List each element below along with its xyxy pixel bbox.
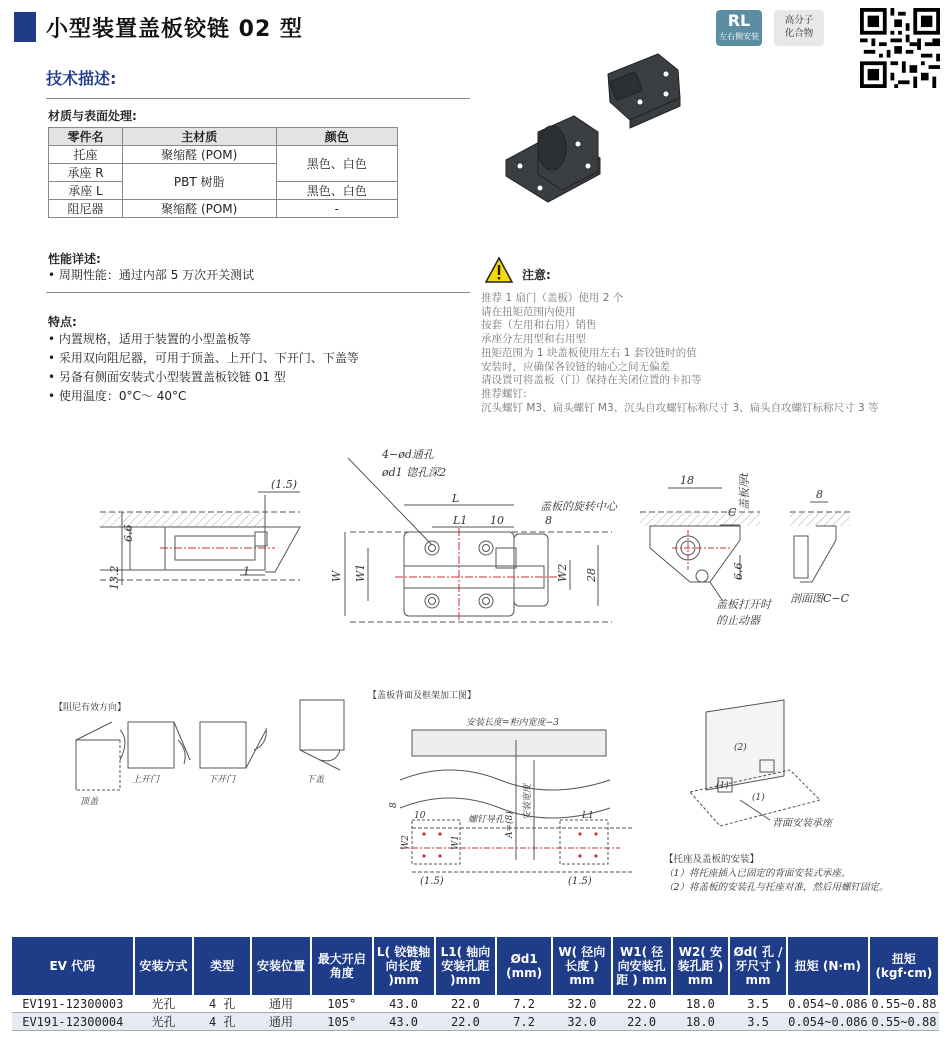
- isometric-view: [690, 700, 820, 826]
- notice-item: 请设置可将盖板（门）保持在关闭位置的卡扣等: [481, 374, 702, 387]
- dim-label: L: [452, 492, 460, 505]
- stopper-label: 盖板打开时: [716, 598, 771, 611]
- performance-label: 性能详述:: [48, 252, 101, 266]
- dim-label: (1.5): [568, 876, 592, 887]
- part-cell: 承座 R: [49, 164, 123, 182]
- table-cell: 105°: [311, 995, 373, 1013]
- direction-label: 上开门: [132, 775, 160, 785]
- table-cell: 0.054~0.086: [788, 996, 868, 1011]
- list-item: • 内置规格，适用于装置的小型盖板等: [48, 330, 359, 349]
- spec-header: L1( 轴向安装孔距 )mm: [435, 937, 497, 995]
- back-panel-drawing: [400, 730, 632, 872]
- thickness-label: 盖板厚t: [738, 472, 751, 510]
- dim-label: 6.6: [122, 524, 135, 542]
- materials-table: [48, 127, 398, 218]
- list-item: • 另备有侧面安装式小型装置盖板铰链 01 型: [48, 368, 359, 387]
- rl-badge-sub: 左右侧安装: [719, 32, 759, 41]
- table-row: [12, 1013, 939, 1031]
- notice-item: 承座分左用型和右用型: [481, 333, 586, 346]
- stopper-label: 的止动器: [716, 614, 760, 627]
- dim-label: 10: [490, 514, 504, 527]
- spec-header: W1( 径向安装孔距 ) mm: [612, 937, 672, 995]
- dim-label: 8: [545, 514, 552, 527]
- table-cell: 105°: [311, 1013, 373, 1031]
- title-accent-bar: [14, 12, 36, 42]
- screw-guide-label: 螺钉导孔: [468, 815, 505, 825]
- dim-label: L1: [582, 811, 594, 821]
- table-cell: 通用: [251, 995, 311, 1013]
- dim-label: 1: [243, 565, 250, 578]
- back-mount-label: 背面安装承座: [772, 818, 832, 829]
- table-cell: 7.2: [496, 1013, 552, 1031]
- iso-label: (1): [716, 781, 729, 791]
- table-cell: 43.0: [373, 995, 435, 1013]
- materials-header: 主材质: [122, 128, 276, 146]
- spec-header: 扭矩 (kgf·cm): [869, 937, 939, 995]
- color-cell: 黑色、白色: [276, 182, 397, 200]
- hole-note: ød1 锪孔深2: [382, 466, 447, 479]
- dim-label: W1: [451, 835, 461, 850]
- rl-badge: [716, 10, 762, 46]
- direction-label: 下开门: [208, 775, 236, 785]
- material-cell: 聚缩醛 (POM): [122, 146, 276, 164]
- a-label: A=(8): [505, 811, 515, 838]
- notice-item: 按套（左用和右用）销售: [481, 319, 597, 332]
- tech-section-title: 技术描述:: [46, 69, 117, 88]
- notice-item: 请在扭矩范围内使用: [481, 305, 576, 318]
- table-cell: 18.0: [672, 1013, 730, 1031]
- notice-item: 安装时，应确保各铰链的轴心之间无偏差: [481, 360, 670, 373]
- list-item: • 使用温度：0°C～ 40°C: [48, 387, 359, 406]
- damping-title: 【阻尼有效方向】: [54, 703, 127, 713]
- spec-header: L( 铰链轴向长度 )mm: [373, 937, 435, 995]
- part-cell: 阻尼器: [49, 200, 123, 218]
- material-cell: 聚缩醛 (POM): [122, 200, 276, 218]
- notice-title: 注意:: [522, 268, 551, 282]
- color-cell: -: [276, 200, 397, 218]
- table-cell: 22.0: [435, 1013, 497, 1031]
- materials-header: 颜色: [276, 128, 397, 146]
- hinge-product-image: [490, 40, 710, 220]
- table-cell: 0.054~0.086: [788, 1014, 868, 1029]
- install-title: 【托座及盖板的安装】: [664, 854, 760, 865]
- notice-item: 沉头螺钉 M3、扁头螺钉 M3、沉头自攻螺钉标称尺寸 3、扁头自攻螺钉标称尺寸 3 等: [481, 401, 879, 414]
- spec-header: Ød( 孔 / 牙尺寸 ) mm: [729, 937, 787, 995]
- spec-header: W( 径向长度 ) mm: [552, 937, 612, 995]
- dim-label: 8: [389, 802, 399, 808]
- warning-icon: [484, 256, 514, 284]
- dim-label: 8: [816, 488, 823, 501]
- technical-drawing: [0, 440, 952, 910]
- part-cell: 承座 L: [49, 182, 123, 200]
- color-cell: 黑色、白色: [276, 146, 397, 182]
- table-cell: 43.0: [373, 1013, 435, 1031]
- table-cell: 22.0: [435, 995, 497, 1013]
- back-title: 【盖板背面及框架加工图】: [368, 691, 477, 701]
- spec-header-row: [12, 937, 939, 995]
- spec-header: W2( 安装孔距 ) mm: [672, 937, 730, 995]
- dim-label: W2: [401, 835, 411, 850]
- materials-header: 零件名: [49, 128, 123, 146]
- table-cell: 7.2: [496, 995, 552, 1013]
- dim-label: 18: [680, 474, 694, 487]
- section-cc-label: 剖面图C−C: [790, 592, 850, 605]
- table-row: [12, 995, 939, 1013]
- direction-label: 顶盖: [80, 797, 99, 807]
- install-step: （1）将托座插入已固定的背面安装式承座。: [664, 868, 851, 879]
- table-cell: 22.0: [612, 1013, 672, 1031]
- table-cell: EV191-12300003: [12, 995, 134, 1013]
- spec-table: [12, 937, 940, 1031]
- dim-label: 10: [414, 811, 426, 821]
- material-cell: PBT 树脂: [122, 164, 276, 200]
- dim-label: 6.6: [732, 562, 745, 580]
- dim-label: (1.5): [420, 876, 444, 887]
- install-width-label: 安装宽度: [523, 783, 533, 820]
- table-cell: 22.0: [612, 995, 672, 1013]
- iso-label: (2): [734, 743, 747, 753]
- section-cc: [790, 502, 850, 582]
- install-length-label: 安装长度=柜内宽度−3: [466, 718, 559, 728]
- table-cell: 4 孔: [193, 995, 251, 1013]
- rotation-center-label: 盖板的旋转中心: [540, 500, 617, 513]
- dim-label: (1.5): [271, 478, 298, 491]
- qr-code-icon: [860, 8, 940, 88]
- table-cell: 光孔: [134, 1013, 194, 1031]
- hole-note: 4−ød通孔: [382, 448, 434, 461]
- dim-label: W: [330, 570, 343, 582]
- notice-item: 推荐螺钉:: [481, 387, 527, 400]
- spec-header: 最大开启角度: [311, 937, 373, 995]
- notice-item: 推荐 1 扇门（盖板）使用 2 个: [481, 292, 624, 304]
- dim-label: 28: [585, 568, 598, 582]
- table-cell: 3.5: [729, 995, 787, 1013]
- notice-list: [481, 292, 879, 415]
- table-cell: 32.0: [552, 995, 612, 1013]
- performance-list: [48, 266, 254, 285]
- page-title: 小型装置盖板铰链 02 型: [46, 17, 303, 42]
- features-list: [48, 330, 359, 406]
- notice-item: 扭矩范围为 1 块盖板使用左右 1 套铰链时的值: [481, 346, 697, 359]
- table-cell: 3.5: [729, 1013, 787, 1031]
- install-step: （2）将盖板的安装孔与托座对准，然后用螺钉固定。: [664, 882, 889, 893]
- table-cell: 0.55~0.88: [869, 1013, 939, 1031]
- spec-header: EV 代码: [12, 937, 134, 995]
- table-cell: 4 孔: [193, 1013, 251, 1031]
- spec-header: Ød1 (mm): [496, 937, 552, 995]
- features-label: 特点:: [48, 315, 77, 329]
- spec-header: 安装方式: [134, 937, 194, 995]
- dim-label: W2: [556, 563, 569, 582]
- spec-header: 安装位置: [251, 937, 311, 995]
- table-cell: 光孔: [134, 995, 194, 1013]
- iso-label: (1): [752, 793, 765, 803]
- spec-header: 扭矩 (N·m): [787, 937, 869, 995]
- direction-label: 下盖: [306, 775, 325, 785]
- part-cell: 托座: [49, 146, 123, 164]
- dim-label: C: [728, 506, 737, 519]
- spec-header: 类型: [193, 937, 251, 995]
- dim-label: 13.2: [108, 565, 121, 590]
- list-item: • 采用双向阻尼器，可用于顶盖、上开门、下开门、下盖等: [48, 349, 359, 368]
- table-cell: 18.0: [672, 995, 730, 1013]
- table-cell: EV191-12300004: [12, 1013, 134, 1031]
- list-item: • 周期性能：通过内部 5 万次开关测试: [48, 266, 254, 285]
- table-cell: 32.0: [552, 1013, 612, 1031]
- front-view: [345, 458, 612, 622]
- materials-label: 材质与表面处理:: [48, 109, 137, 123]
- table-cell: 0.55~0.88: [869, 995, 939, 1013]
- rl-badge-label: RL: [727, 11, 751, 30]
- divider: [46, 98, 470, 99]
- divider: [46, 292, 470, 293]
- table-cell: 通用: [251, 1013, 311, 1031]
- polymer-badge: 高分子 化合物: [774, 10, 824, 46]
- dim-label: L1: [453, 514, 468, 527]
- dim-label: W1: [354, 563, 367, 582]
